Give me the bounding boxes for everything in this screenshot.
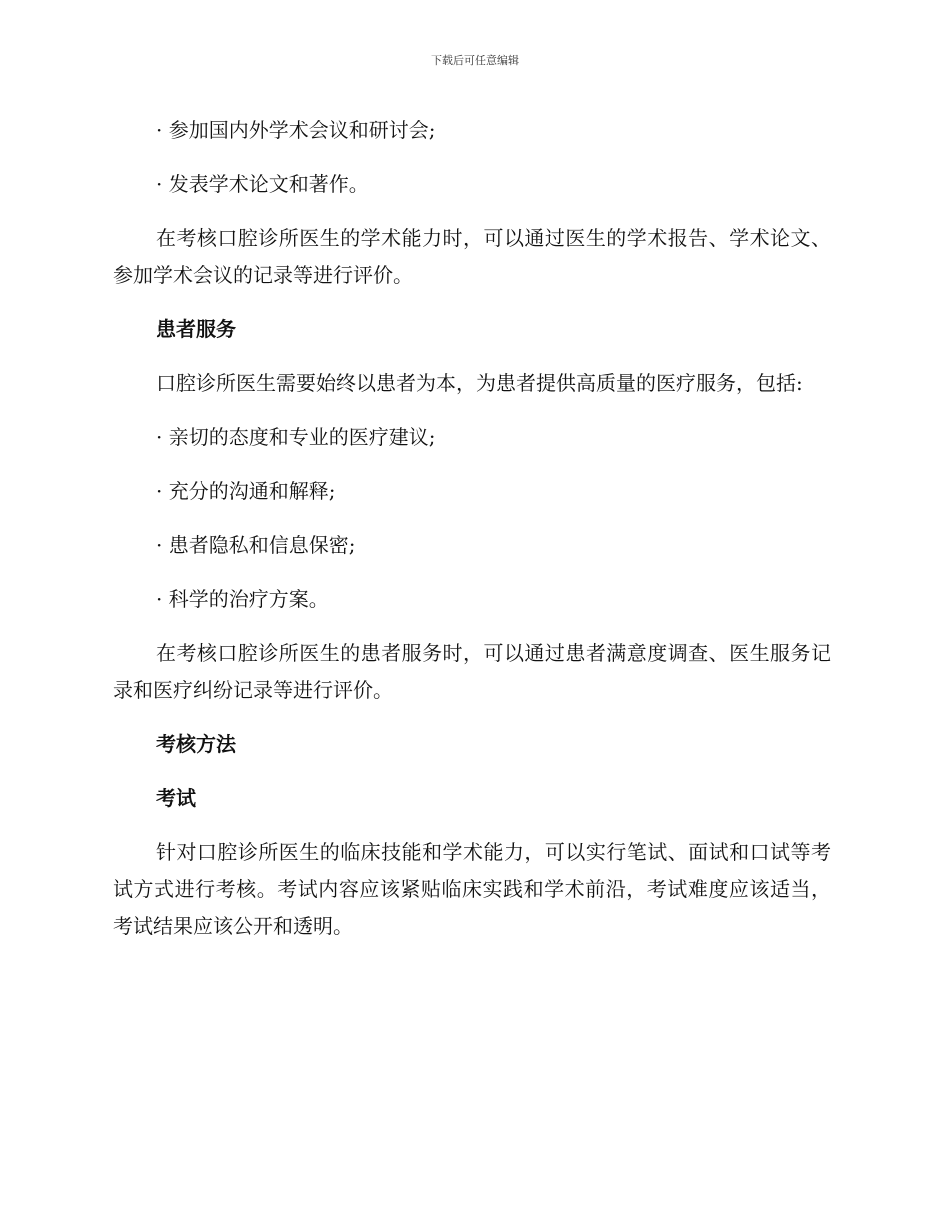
bullet-patient-treatment: · 科学的治疗方案。 <box>156 587 329 611</box>
bullet-patient-attitude: · 亲切的态度和专业的医疗建议; <box>156 425 436 449</box>
heading-assessment-methods: 考核方法 <box>156 732 236 756</box>
bullet-academic-conferences: · 参加国内外学术会议和研讨会; <box>156 118 436 142</box>
paragraph-patient-service-intro: 口腔诊所医生需要始终以患者为本，为患者提供高质量的医疗服务，包括: <box>156 371 803 395</box>
paragraph-academic-evaluation: 在考核口腔诊所医生的学术能力时，可以通过医生的学术报告、学术论文、参加学术会议的记录等进行评价。 <box>113 226 831 287</box>
document-body <box>113 112 831 962</box>
bullet-academic-publications: · 发表学术论文和著作。 <box>156 172 369 196</box>
page-header: 下载后可任意编辑 <box>431 54 519 67</box>
heading-patient-service: 患者服务 <box>156 317 236 341</box>
bullet-patient-communication: · 充分的沟通和解释; <box>156 479 336 503</box>
paragraph-patient-evaluation: 在考核口腔诊所医生的患者服务时，可以通过患者满意度调查、医生服务记录和医疗纠纷记录等进行评价。 <box>113 641 831 702</box>
heading-exam: 考试 <box>156 786 196 810</box>
paragraph-exam: 针对口腔诊所医生的临床技能和学术能力，可以实行笔试、面试和口试等考试方式进行考核。考试内容应该紧贴临床实践和学术前沿，考试难度应该适当，考试结果应该公开和透明。 <box>113 840 831 938</box>
bullet-patient-privacy: · 患者隐私和信息保密; <box>156 533 356 557</box>
